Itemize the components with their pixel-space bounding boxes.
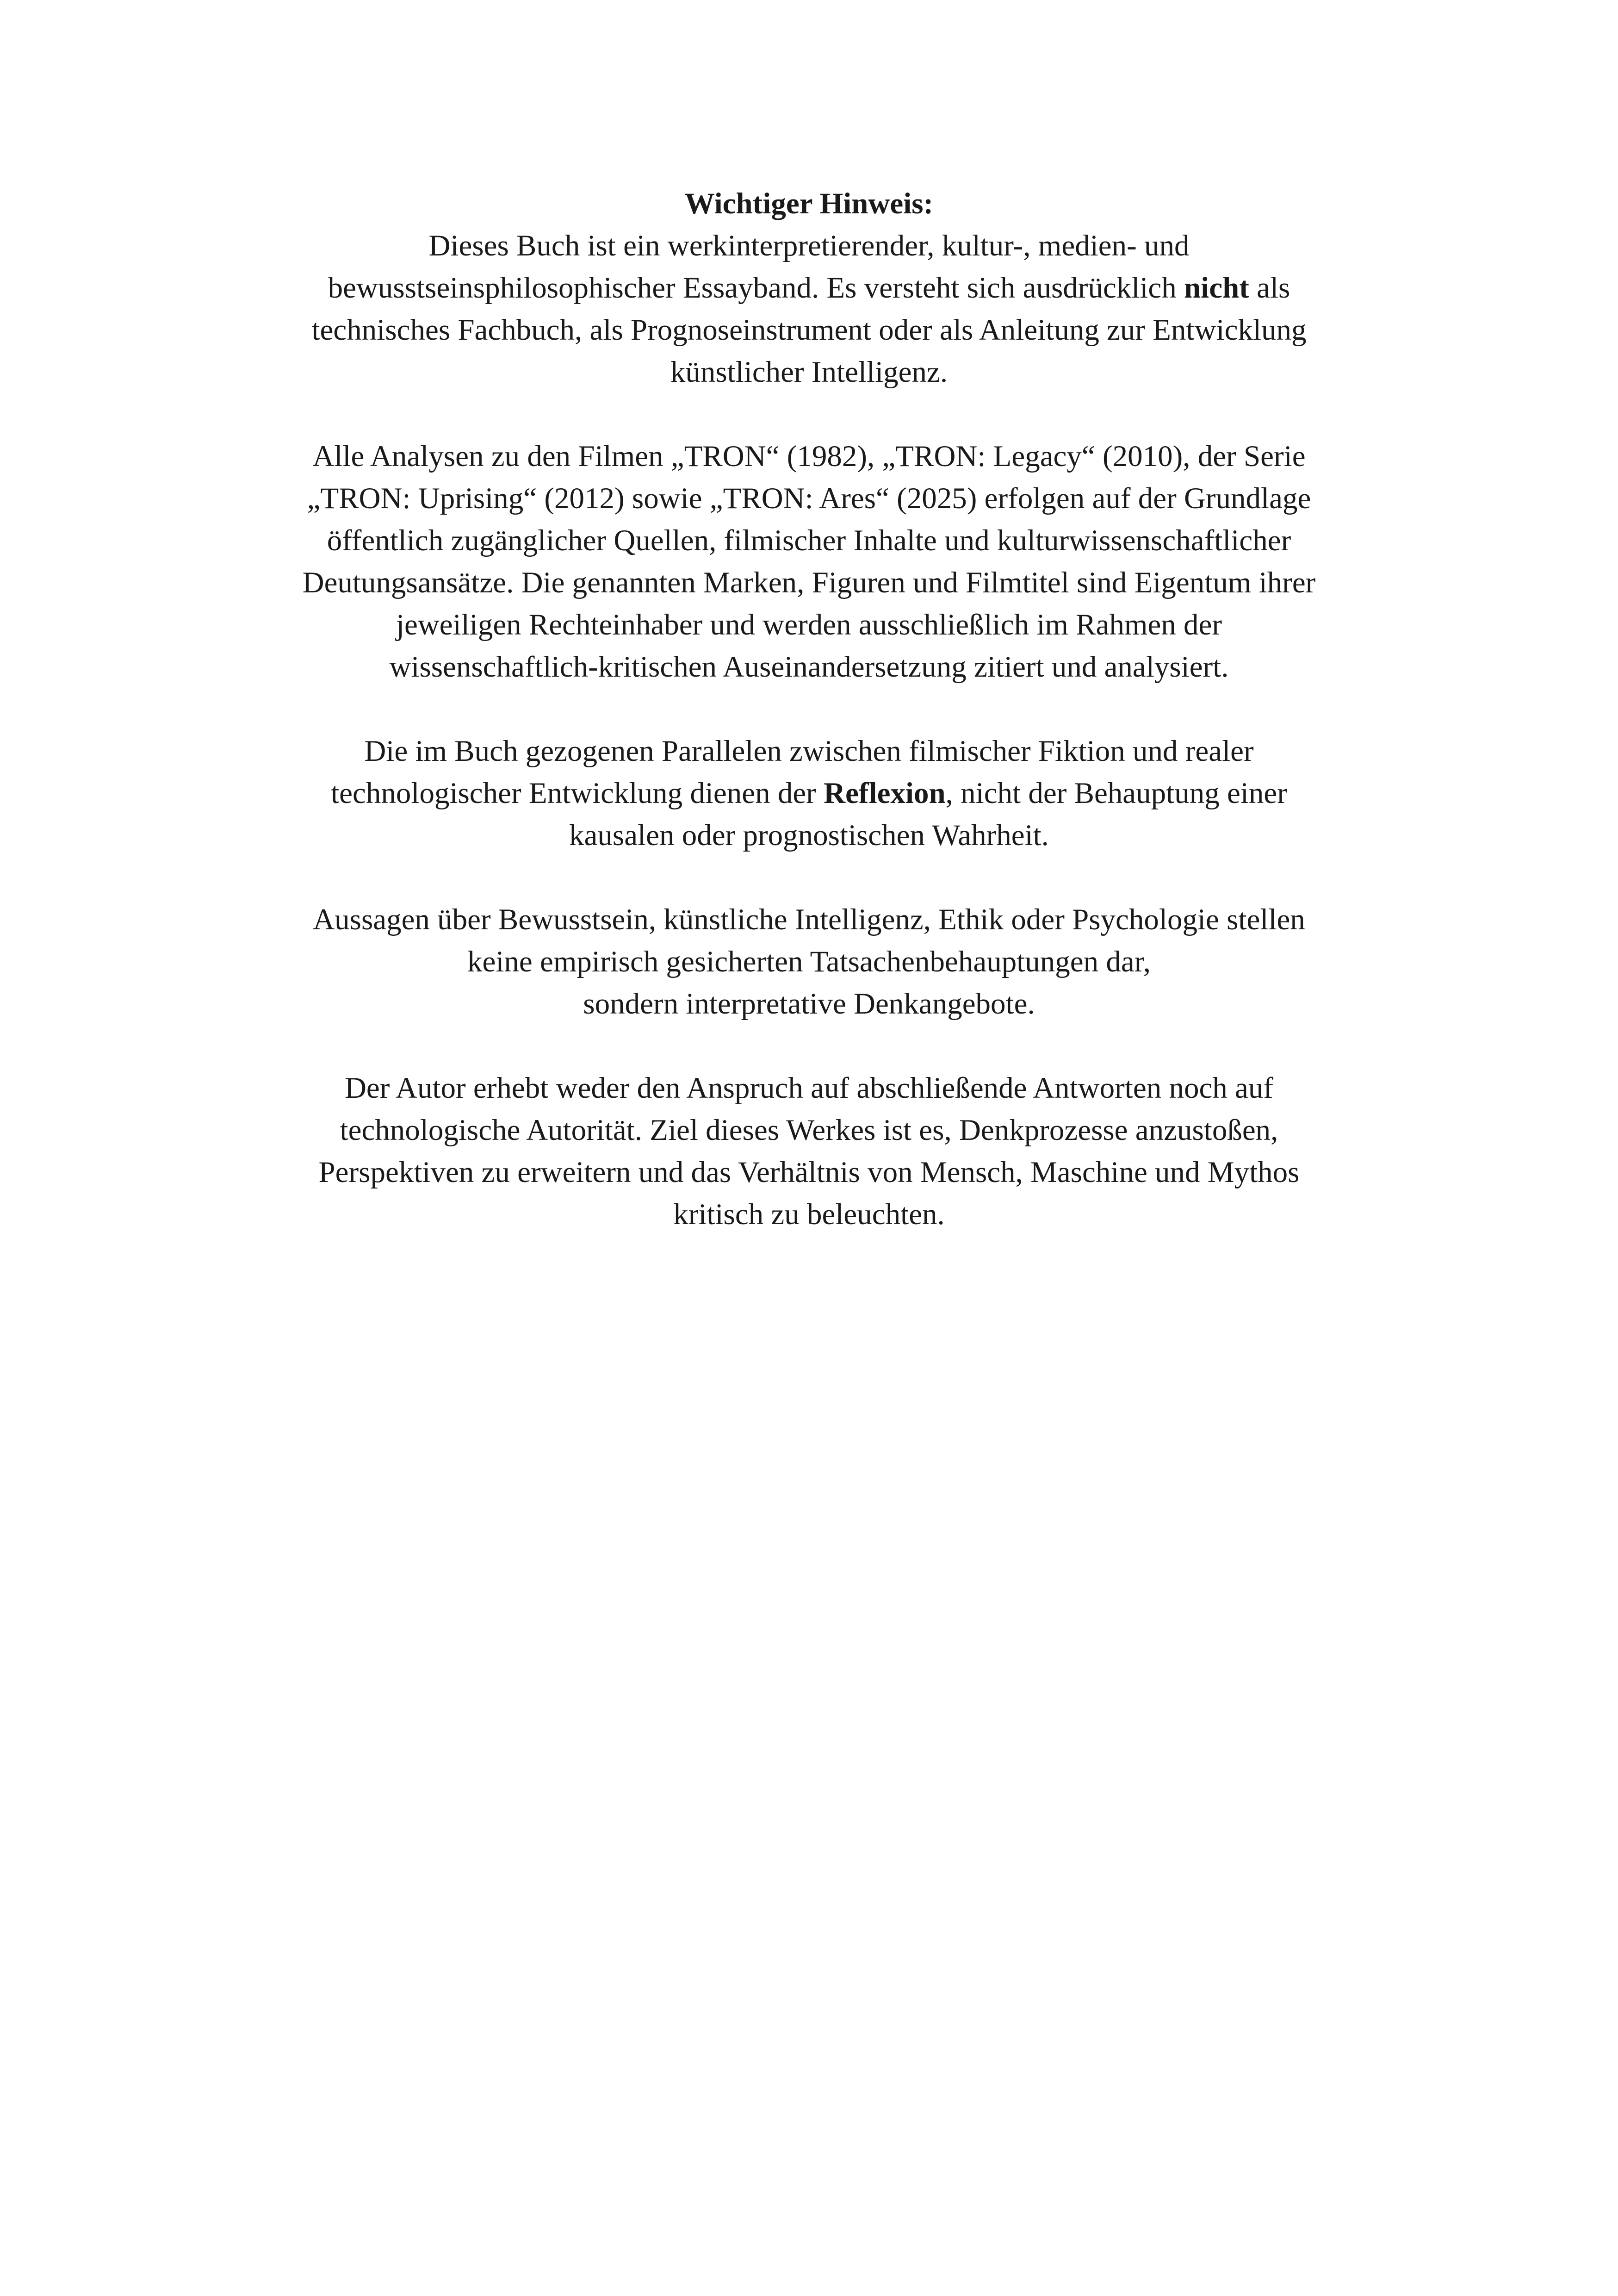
text-span: als: [1249, 271, 1290, 305]
text-line: Deutungsansätze. Die genannten Marken, Figuren und Filmtitel sind Eigentum ihrer: [302, 566, 1316, 599]
paragraph-spacer: [213, 393, 1405, 436]
notice-paragraph-3: [213, 730, 1405, 857]
text-line: Dieses Buch ist ein werkinterpretierender, kultur-, medien- und: [428, 229, 1190, 262]
paragraph-spacer: [213, 688, 1405, 730]
emphasis-nicht: nicht: [1184, 271, 1249, 305]
text-line: technologische Autorität. Ziel dieses Werkes ist es, Denkprozesse anzustoßen,: [340, 1114, 1278, 1147]
text-line: Aussagen über Bewusstsein, künstliche Intelligenz, Ethik oder Psychologie stellen: [313, 903, 1305, 936]
text-line: öffentlich zugänglicher Quellen, filmischer Inhalte und kulturwissenschaftlicher: [327, 524, 1291, 557]
text-line: kritisch zu beleuchten.: [673, 1198, 945, 1231]
text-line: künstlicher Intelligenz.: [670, 355, 948, 389]
text-span: , nicht der Behauptung einer: [945, 777, 1287, 810]
text-line: wissenschaftlich-kritischen Auseinandersetzung zitiert und analysiert.: [389, 650, 1229, 684]
notice-paragraph-1: [213, 183, 1405, 393]
paragraph-spacer: [213, 857, 1405, 899]
text-span: bewusstseinsphilosophischer Essayband. Es versteht sich ausdrücklich: [328, 271, 1184, 305]
notice-paragraph-5: [213, 1067, 1405, 1236]
text-span: technologischer Entwicklung dienen der: [331, 777, 824, 810]
text-line: [213, 267, 1405, 309]
text-line: Alle Analysen zu den Filmen „TRON“ (1982), „TRON: Legacy“ (2010), der Serie: [312, 440, 1306, 473]
emphasis-reflexion: Reflexion: [824, 777, 946, 810]
text-line: keine empirisch gesicherten Tatsachenbehauptungen dar,: [467, 945, 1151, 978]
notice-paragraph-2: [213, 436, 1405, 688]
notice-heading: Wichtiger Hinweis:: [684, 187, 934, 220]
text-line: [213, 772, 1405, 815]
text-line: sondern interpretative Denkangebote.: [583, 987, 1035, 1020]
text-line: Die im Buch gezogenen Parallelen zwischen filmischer Fiktion und realer: [364, 734, 1254, 768]
paragraph-spacer: [213, 1025, 1405, 1067]
text-line: „TRON: Uprising“ (2012) sowie „TRON: Ares“ (2025) erfolgen auf der Grundlage: [307, 482, 1311, 515]
notice-paragraph-4: [213, 899, 1405, 1025]
text-line: jeweiligen Rechteinhaber und werden ausschließlich im Rahmen der: [396, 608, 1222, 641]
text-line: Perspektiven zu erweitern und das Verhältnis von Mensch, Maschine und Mythos: [318, 1156, 1300, 1189]
text-line: Der Autor erhebt weder den Anspruch auf abschließende Antworten noch auf: [344, 1071, 1274, 1105]
disclaimer-notice: [213, 183, 1405, 1236]
text-line: technisches Fachbuch, als Prognoseinstrument oder als Anleitung zur Entwicklung: [311, 313, 1307, 347]
text-line: kausalen oder prognostischen Wahrheit.: [569, 819, 1049, 852]
